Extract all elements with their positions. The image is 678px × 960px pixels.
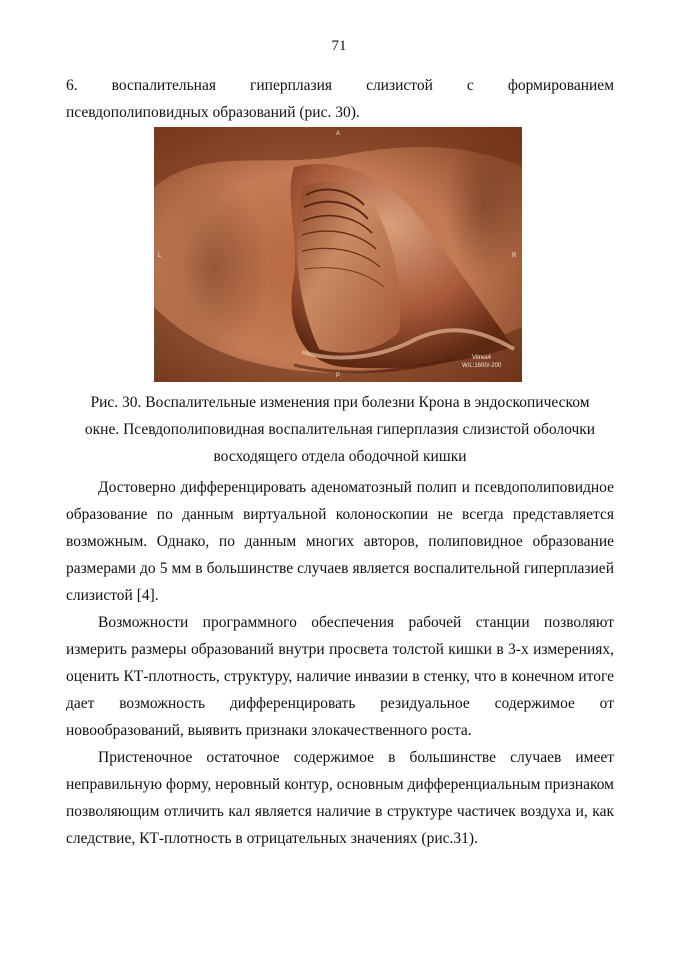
list-item-6-line2: псевдополиповидных образований (рис. 30). [66, 104, 360, 121]
orient-top-label: A [336, 131, 341, 137]
paragraph-3: Пристеночное остаточное содержимое в большинстве случаев имеет неправильную форму, неровный контур, основным дифференциальным признаком позволяющим отличить кал является наличие в структуре частичек воздуха и, как следствие, КТ-плотность в отрицательных значениях (рис.31). [66, 749, 614, 847]
list-item-6-line1: 6. воспалительная гиперплазия слизистой с формированием [66, 77, 614, 94]
caption-line-2: окне. Псевдополиповидная воспалительная гиперплазия слизистой оболочки [84, 421, 596, 438]
orient-left-label: L [158, 253, 162, 259]
caption-line-1: Рис. 30. Воспалительные изменения при болезни Крона в эндоскопическом [90, 394, 590, 411]
endoscopic-figure [154, 127, 522, 382]
paragraph-1: Достоверно дифференцировать аденоматозный полип и псевдополиповидное образование по данным виртуальной колоноскопии не всегда представляется возможным. Однако, по данным многих авторов, полиповидное образование размерами до 5 мм в большинстве случаев является воспалительной гиперплазией слизистой [4]. [66, 479, 614, 604]
figure-caption [66, 389, 614, 470]
orient-bottom-label: P [336, 373, 341, 379]
overlay-window-level: W/L:1600/-200 [462, 363, 502, 369]
orient-right-label: R [512, 253, 517, 259]
overlay-software-label: Vitrea4 [472, 355, 491, 361]
paragraph-2: Возможности программного обеспечения рабочей станции позволяют измерить размеры образований внутри просвета толстой кишки в 3-х измерениях, оценить КТ-плотность, структуру, наличие инвазии в стенку, что в конечном итоге дает возможность дифференцировать резидуальное содержимое от новообразований, выявить признаки злокачественного роста. [66, 614, 614, 739]
caption-line-3: восходящего отдела ободочной кишки [213, 448, 467, 465]
figure-image [154, 127, 522, 382]
page-number: 71 [331, 38, 347, 54]
